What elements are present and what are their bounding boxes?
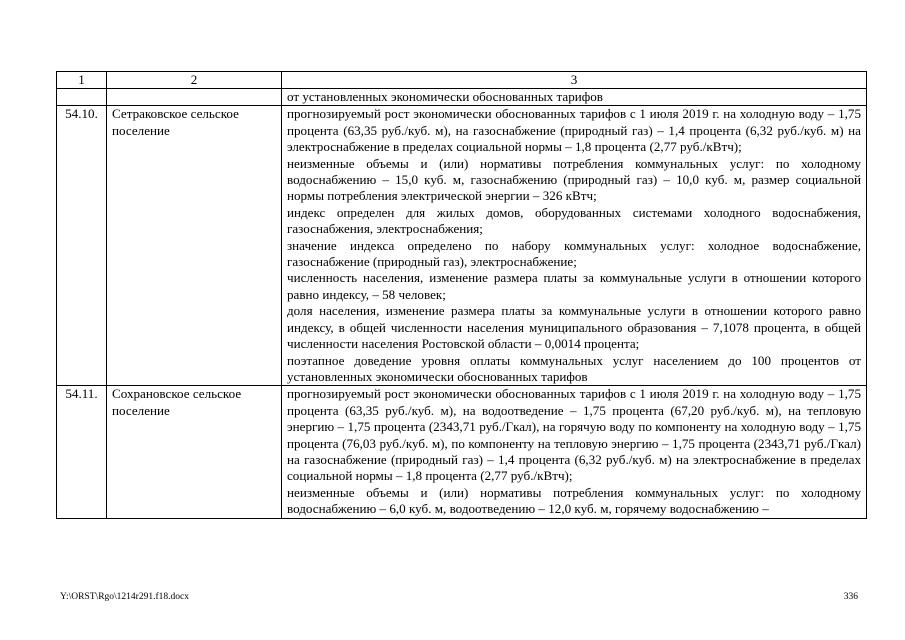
paragraph: доля населения, изменение размера платы за коммунальные услуги в отношении которого равно индексу, в общей численности населения муниципального образования – 7,1078 процента, в общей численности населения Ростовской области – 0,0014 процента; <box>287 303 861 352</box>
row-number: 54.10. <box>57 106 107 386</box>
table-row <box>57 386 867 518</box>
settlement-name: Сохрановское сельское поселение <box>107 386 282 518</box>
paragraph: прогнозируемый рост экономически обоснованных тарифов с 1 июля 2019 г. на холодную воду – 1,75 процента (63,35 руб./куб. м), на газоснабжение (природный газ) – 1,4 процента (6,32 руб./куб. м) на электроснабжение в пределах социальной нормы – 1,8 процента (2,77 руб./кВтч); <box>287 106 861 155</box>
paragraph: прогнозируемый рост экономически обоснованных тарифов с 1 июля 2019 г. на холодную воду – 1,75 процента (63,35 руб./куб. м), на водоотведение – 1,75 процента (67,20 руб./куб. м), на тепловую энергию – 1,75 процента (2343,71 руб./Гкал), на горячую воду по компоненту на холодную воду – 1,75 процента (76,03 руб./куб. м), по компоненту на тепловую энергию – 1,75 процента (2343,71 руб./Гкал) на газоснабжение (природный газ) – 1,4 процента (6,32 руб./куб. м) на электроснабжение в пределах социальной нормы – 1,8 процента (2,77 руб./кВтч); <box>287 386 861 484</box>
paragraph: неизменные объемы и (или) нормативы потребления коммунальных услуг: по холодному водоснабжению – 15,0 куб. м, газоснабжению (природный газ) – 10,0 куб. м, размер социальной нормы потребления электрической энергии – 326 кВтч; <box>287 155 861 204</box>
paragraph: индекс определен для жилых домов, оборудованных системами холодного водоснабжения, газоснабжения, электроснабжения; <box>287 204 861 237</box>
paragraph: значение индекса определено по набору коммунальных услуг: холодное водоснабжение, газоснабжение (природный газ), электроснабжение; <box>287 237 861 270</box>
table-row <box>57 106 867 386</box>
header-cell-2: 2 <box>107 72 282 89</box>
row-number: 54.11. <box>57 386 107 518</box>
table-header-row <box>57 72 867 89</box>
row-description <box>282 106 867 386</box>
footer-file-path: Y:\ORST\Rgo\1214r291.f18.docx <box>60 592 189 602</box>
paragraph: численность населения, изменение размера платы за коммунальные услуги в отношении которого равно индексу, – 58 человек; <box>287 270 861 302</box>
header-cell-3: 3 <box>282 72 867 89</box>
continuation-text: от установленных экономически обоснованных тарифов <box>282 89 867 106</box>
footer-page-number: 336 <box>843 592 858 602</box>
continuation-row <box>57 89 867 106</box>
tariff-table <box>56 71 867 519</box>
row-description <box>282 386 867 518</box>
paragraph: неизменные объемы и (или) нормативы потребления коммунальных услуг: по холодному водоснабжению – 6,0 куб. м, водоотведению – 12,0 куб. м, горячему водоснабжению – <box>287 484 861 517</box>
paragraph: поэтапное доведение уровня оплаты коммунальных услуг населением до 100 процентов от установленных экономически обоснованных тарифов <box>287 352 861 384</box>
header-cell-1: 1 <box>57 72 107 89</box>
settlement-name: Сетраковское сельское поселение <box>107 106 282 386</box>
